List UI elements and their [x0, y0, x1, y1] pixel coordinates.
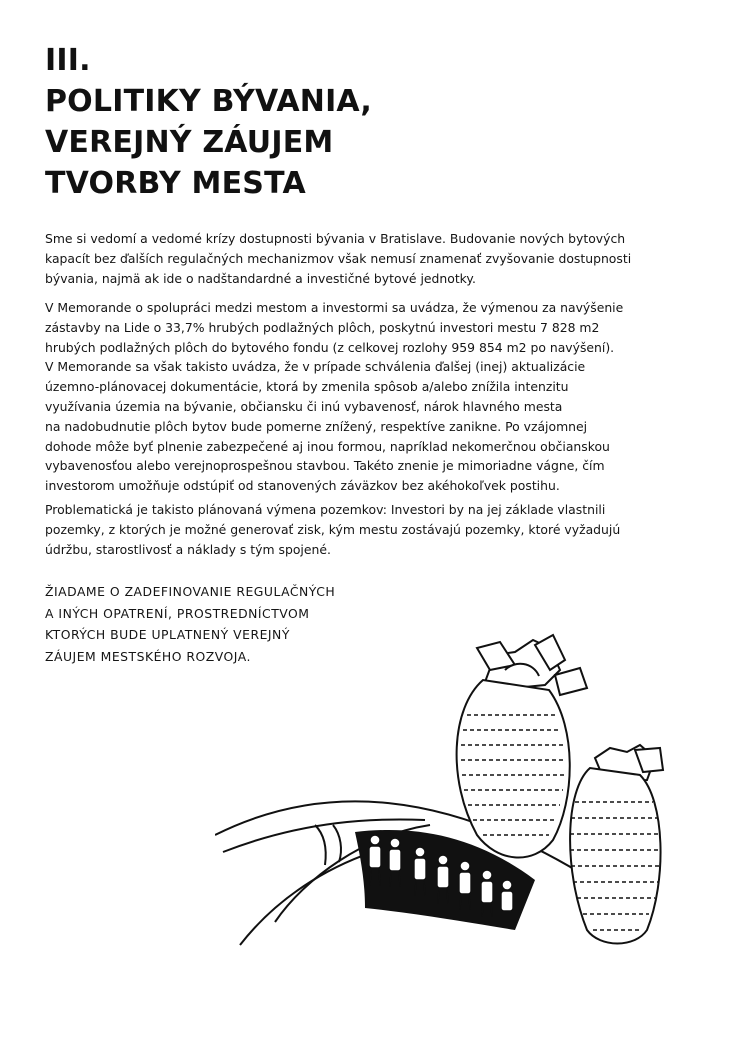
text-line: využívania územia na bývanie, občiansku či inú vybavenosť, nárok hlavného mesta: [45, 398, 563, 414]
paragraph-housing-crisis: [45, 229, 685, 288]
paragraph-land-exchange: [45, 500, 685, 559]
heading-line: TVORBY MESTA: [45, 166, 306, 201]
text-line: bývania, najmä ak ide o nadštandardné a investičné bytové jednotky.: [45, 270, 476, 286]
call-line: ZÁUJEM MESTSKÉHO ROZVOJA.: [45, 648, 251, 664]
text-line: V Memorande o spolupráci medzi mestom a investormi sa uvádza, že výmenou za navýšenie: [45, 300, 624, 315]
heading-line: POLITIKY BÝVANIA,: [45, 84, 372, 119]
call-line: A INÝCH OPATRENÍ, PROSTREDNÍCTVOM: [45, 605, 310, 621]
text-line: na nadobudnutie plôch bytov bude pomerne znížený, respektíve zanikne. Po vzájomnej: [45, 418, 588, 434]
text-line: pozemky, z ktorých je možné generovať zisk, kým mestu zostávajú pozemky, ktoré vyžadujú: [45, 521, 621, 537]
text-line: územno-plánovacej dokumentácie, ktorá by zmenila spôsob a/alebo znížila intenzitu: [45, 379, 569, 395]
text-line: vybavenosťou alebo verejnoprospešnou stavbou. Takéto znenie je mimoriadne vágne, čím: [45, 458, 605, 474]
text-line: Problematická je takisto plánovaná výmena pozemkov: Investori by na jej základe vlastnili: [45, 502, 606, 517]
text-line: hrubých podlažných plôch do bytového fondu (z celkovej rozlohy 959 854 m2 po navýšení).: [45, 339, 615, 355]
paragraph-memorandum: [45, 298, 685, 496]
heading-line: VEREJNÝ ZÁUJEM: [45, 125, 334, 160]
call-line: KTORÝCH BUDE UPLATNENÝ VEREJNÝ: [45, 627, 290, 642]
text-line: Sme si vedomí a vedomé krízy dostupnosti bývania v Bratislave. Budovanie nových bytových: [45, 231, 626, 246]
section-heading: [45, 40, 465, 204]
money-sacks-over-bridge-illustration: [215, 630, 705, 970]
text-line: V Memorande sa však takisto uvádza, že v prípade schválenia ďalšej (inej) aktualizácie: [45, 359, 586, 375]
text-line: investorom umožňuje odstúpiť od stanovených záväzkov bez akéhokoľvek postihu.: [45, 478, 560, 494]
section-number: III.: [45, 43, 91, 78]
money-sack-icon: [457, 635, 587, 858]
text-line: údržbu, starostlivosť a náklady s tým spojené.: [45, 541, 331, 557]
text-line: kapacít bez ďalších regulačných mechanizmov však nemusí znamenať zvyšovanie dostupnosti: [45, 250, 632, 266]
text-line: zástavby na Lide o 33,7% hrubých podlažných plôch, poskytnú investori mestu 7 828 m2: [45, 319, 600, 335]
call-line: ŽIADAME O ZADEFINOVANIE REGULAČNÝCH: [45, 584, 336, 599]
text-line: dohode môže byť plnenie zabezpečené aj inou formou, napríklad nekomerčnou občianskou: [45, 438, 610, 454]
